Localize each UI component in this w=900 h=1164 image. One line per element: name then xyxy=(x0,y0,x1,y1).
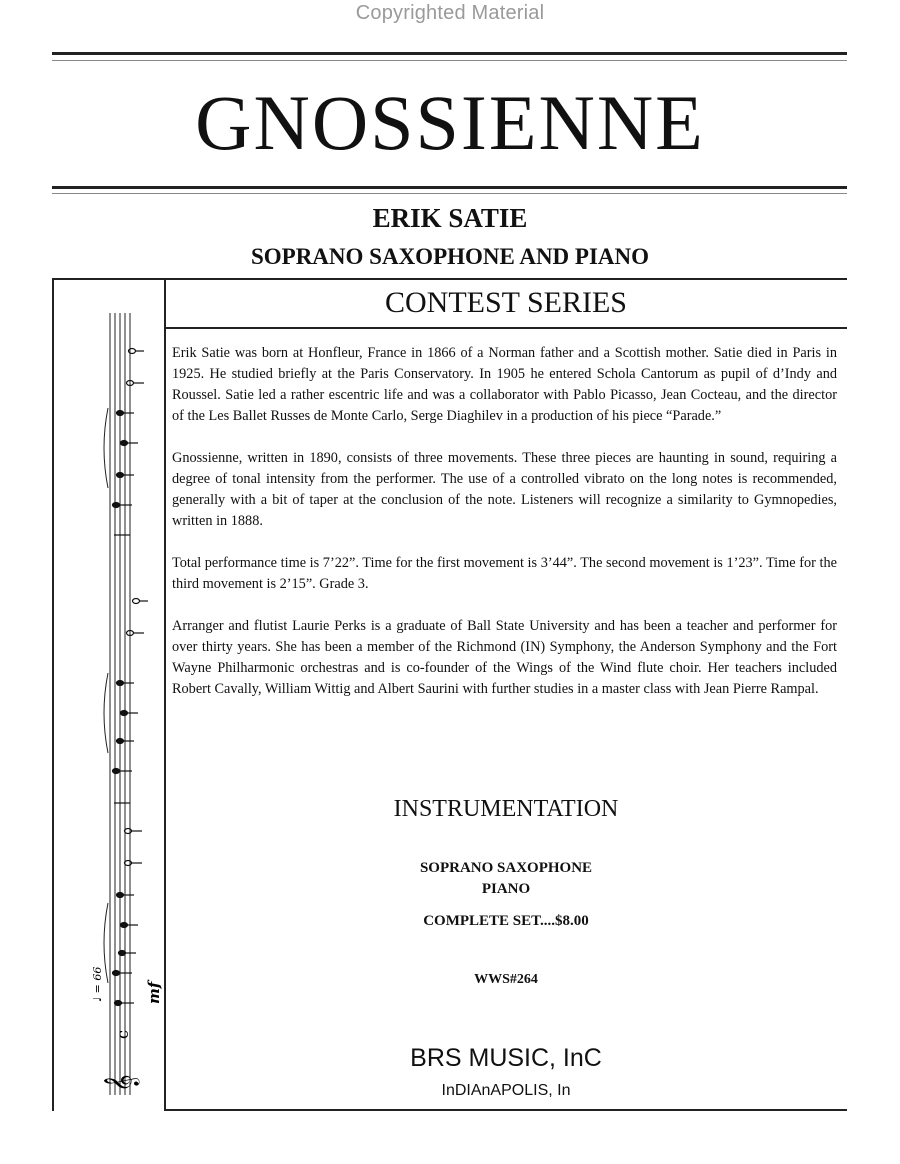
instrument-item: PIANO xyxy=(481,881,531,897)
staff-slurs xyxy=(104,408,108,983)
staff-lines xyxy=(110,313,130,1095)
copyright-watermark: Copyrighted Material xyxy=(355,2,545,24)
top-rule-thin xyxy=(52,60,847,61)
paragraph-work: Gnossienne, written in 1890, consists of three movements. These three pieces are haunting in sound, requiring a degree of tonal intensity from the performer. The use of a controlled vibrato on the long notes is recommended, generally with a bit of taper at the conclusion of the note. Listeners will recognize a similarity to Gymnopedies, written in 1888. xyxy=(172,450,837,529)
series-rule xyxy=(164,327,847,329)
title-rule-thin xyxy=(52,193,847,194)
instrumentation-heading: INSTRUMENTATION xyxy=(393,796,619,822)
complete-set-price: COMPLETE SET....$8.00 xyxy=(423,913,589,929)
catalog-number: WWS#264 xyxy=(474,972,538,987)
dynamic-marking: mf xyxy=(145,981,163,1004)
description-text xyxy=(172,343,837,721)
time-signature-icon: c xyxy=(113,1030,132,1039)
treble-clef-icon: 𝄞 xyxy=(104,1074,139,1092)
publisher-name: BRS MUSIC, InC xyxy=(410,1044,602,1072)
instrumentation-list xyxy=(166,858,846,900)
paragraph-arranger: Arranger and flutist Laurie Perks is a graduate of Ball State University and has been a teacher and performer for over thirty years. She has been a member of the Richmond (IN) Symphony, the Anderson Symphony and the Fort Wayne Philharmonic orchestras and is co-founder of the Wings of the Wind flute choir. Her teachers included Robert Cavally, William Wittig and Albert Saurini with further studies in a master class with Jean Pierre Rampal. xyxy=(172,618,837,697)
paragraph-timing: Total performance time is 7’22”. Time for the first movement is 3’44”. The second movement is 1’23”. Time for the third movement is 2’15”. Grade 3. xyxy=(172,555,837,592)
title-rule xyxy=(52,186,847,189)
instrument-item: SOPRANO SAXOPHONE xyxy=(419,860,593,876)
top-rule xyxy=(52,52,847,55)
composer-name: ERIK SATIE xyxy=(372,203,528,233)
box-left-rule xyxy=(52,278,54,1111)
box-top-rule xyxy=(52,278,847,280)
box-bottom-rule xyxy=(164,1109,847,1111)
music-staff-illustration xyxy=(86,283,166,1109)
series-heading: CONTEST SERIES xyxy=(385,286,627,319)
page-title: GNOSSIENNE xyxy=(195,79,705,166)
paragraph-biography: Erik Satie was born at Honfleur, France in 1866 of a Norman father and a Scottish mother. Satie died in Paris in 1925. He studied briefly at the Paris Conservatory. In 1905 he entered Schola Cantorum as pupil of d’Indy and Roussel. Satie led a rather escentric life and was a collaborator with Pablo Picasso, Jean Cocteau, and the director of the Les Ballet Russes de Monte Carlo, Serge Diaghilev in a production of his piece “Parade.” xyxy=(172,345,837,424)
scoring-subtitle: SOPRANO SAXOPHONE AND PIANO xyxy=(250,244,650,269)
publisher-city: InDIAnAPOLIS, In xyxy=(441,1082,571,1099)
tempo-marking: ♩ = 66 xyxy=(91,966,104,1002)
